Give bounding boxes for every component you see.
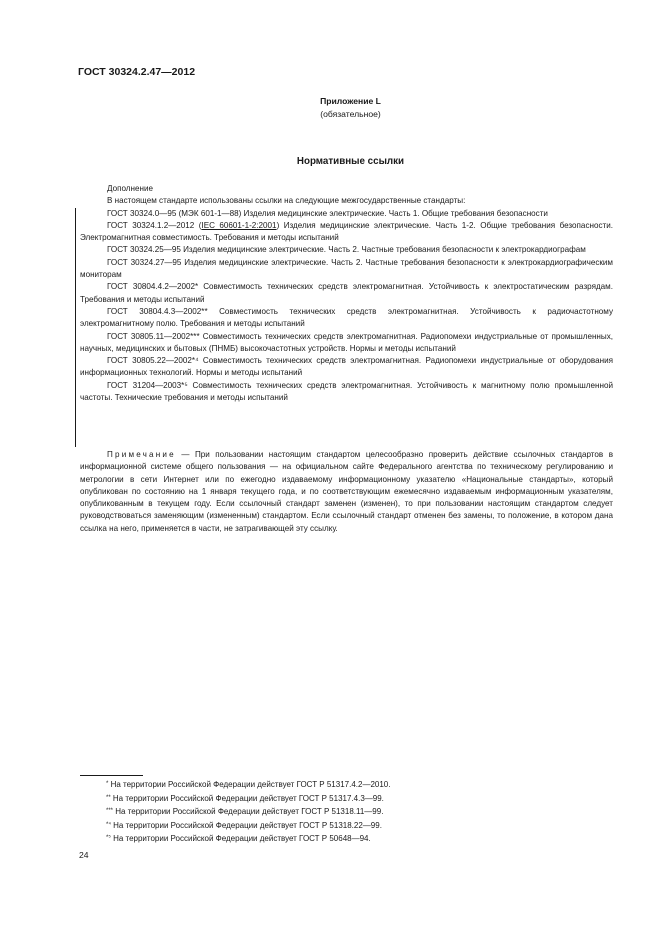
- body-text: [80, 183, 613, 404]
- note-text: Примечание — При пользовании настоящим стандартом целесообразно проверить действие ссылочных стандартов в информационной системе общего пользования — на официальном сайте Федерального агентства по техническому регулированию и метрологии в сети Интернет или по ежегодно издаваемому информационному указателю «Национальные стандарты», который опубликован по состоянию на 1 января текущего года, и по соответствующим ежемесячно издаваемым информационным указателям, опубликованным в текущем году. Если ссылочный стандарт заменен (изменен), то при пользовании настоящим стандартом следует руководствоваться заменяющим (измененным) стандартом. Если ссылочный стандарт отменен без замены, то положение, в котором дана ссылка на него, применяется в части, не затрагивающей эту ссылку.: [80, 450, 613, 533]
- note-label: Примечание: [107, 450, 176, 459]
- footnote: * На территории Российской Федерации действует ГОСТ Р 51317.4.2—2010.: [106, 780, 391, 789]
- note-block: [80, 449, 613, 535]
- intro-addition: Дополнение: [107, 184, 153, 193]
- footnote: $^{*^4}$ На территории Российской Федерации действует ГОСТ Р 51318.22—99.: [106, 820, 382, 830]
- reference-item: ГОСТ 30324.25—95 Изделия медицинские электрические. Часть 2. Частные требования безопасности к электрокардиографам: [107, 245, 586, 255]
- reference-item: ГОСТ 30324.27—95 Изделия медицинские электрические. Часть 2. Частные требования безопасности к электрокардиографическим мониторам: [80, 257, 613, 280]
- footnotes: [106, 778, 390, 846]
- reference-item: ГОСТ 30805.11—2002*** Совместимость технических средств электромагнитная. Радиопомехи индустриальные от промышленных, научных, медицинских и бытовых (ПНМБ) высокочастотных устройств. Нормы и методы испытаний: [80, 331, 613, 353]
- footnote: ** На территории Российской Федерации действует ГОСТ Р 51317.4.3—99.: [106, 793, 384, 803]
- section-title: Нормативные ссылки: [296, 156, 405, 167]
- standard-link[interactable]: IEC 60601-1-2:2001: [201, 220, 277, 230]
- document-code: ГОСТ 30324.2.47—2012: [78, 66, 196, 78]
- page-number: 24: [79, 850, 89, 860]
- reference-item: ГОСТ 30804.4.2—2002* Совместимость технических средств электромагнитная. Устойчивость к электростатическим разрядам. Требования и методы испытаний: [80, 282, 613, 304]
- intro-text: В настоящем стандарте использованы ссылки на следующие межгосударственные стандарты:: [107, 196, 466, 206]
- footnote: $^{*^5}$ На территории Российской Федерации действует ГОСТ Р 50648—94.: [106, 834, 371, 843]
- annex-subtitle: (обязательное): [320, 109, 381, 119]
- reference-item: ГОСТ 30805.22—2002*⁴ Совместимость технических средств электромагнитная. Радиопомехи индустриальные от оборудования информационных технологий. Нормы и методы испытаний: [80, 356, 613, 378]
- annex-title: Приложение L: [320, 96, 381, 106]
- reference-item: ГОСТ 31204—2003*⁵ Совместимость технических средств электромагнитная. Устойчивость к магнитному полю промышленной частоты. Технические требования и методы испытаний: [80, 380, 613, 403]
- footnote: *** На территории Российской Федерации действует ГОСТ Р 51318.11—99.: [106, 807, 384, 816]
- reference-item: ГОСТ 30324.1.2—2012 (IEC 60601-1-2:2001) Изделия медицинские электрические. Часть 1-2. Общие требования безопасности. Электромагнитная совместимость. Требования и методы испытаний: [80, 220, 613, 243]
- reference-item: ГОСТ 30804.4.3—2002** Совместимость технических средств электромагнитная. Устойчивость к радиочастотному электромагнитному полю. Требования и методы испытаний: [80, 306, 613, 329]
- footnote-divider: [80, 775, 143, 776]
- reference-item: ГОСТ 30324.0—95 (МЭК 601-1—88) Изделия медицинские электрические. Часть 1. Общие требования безопасности: [107, 208, 548, 218]
- change-bar: [75, 208, 76, 447]
